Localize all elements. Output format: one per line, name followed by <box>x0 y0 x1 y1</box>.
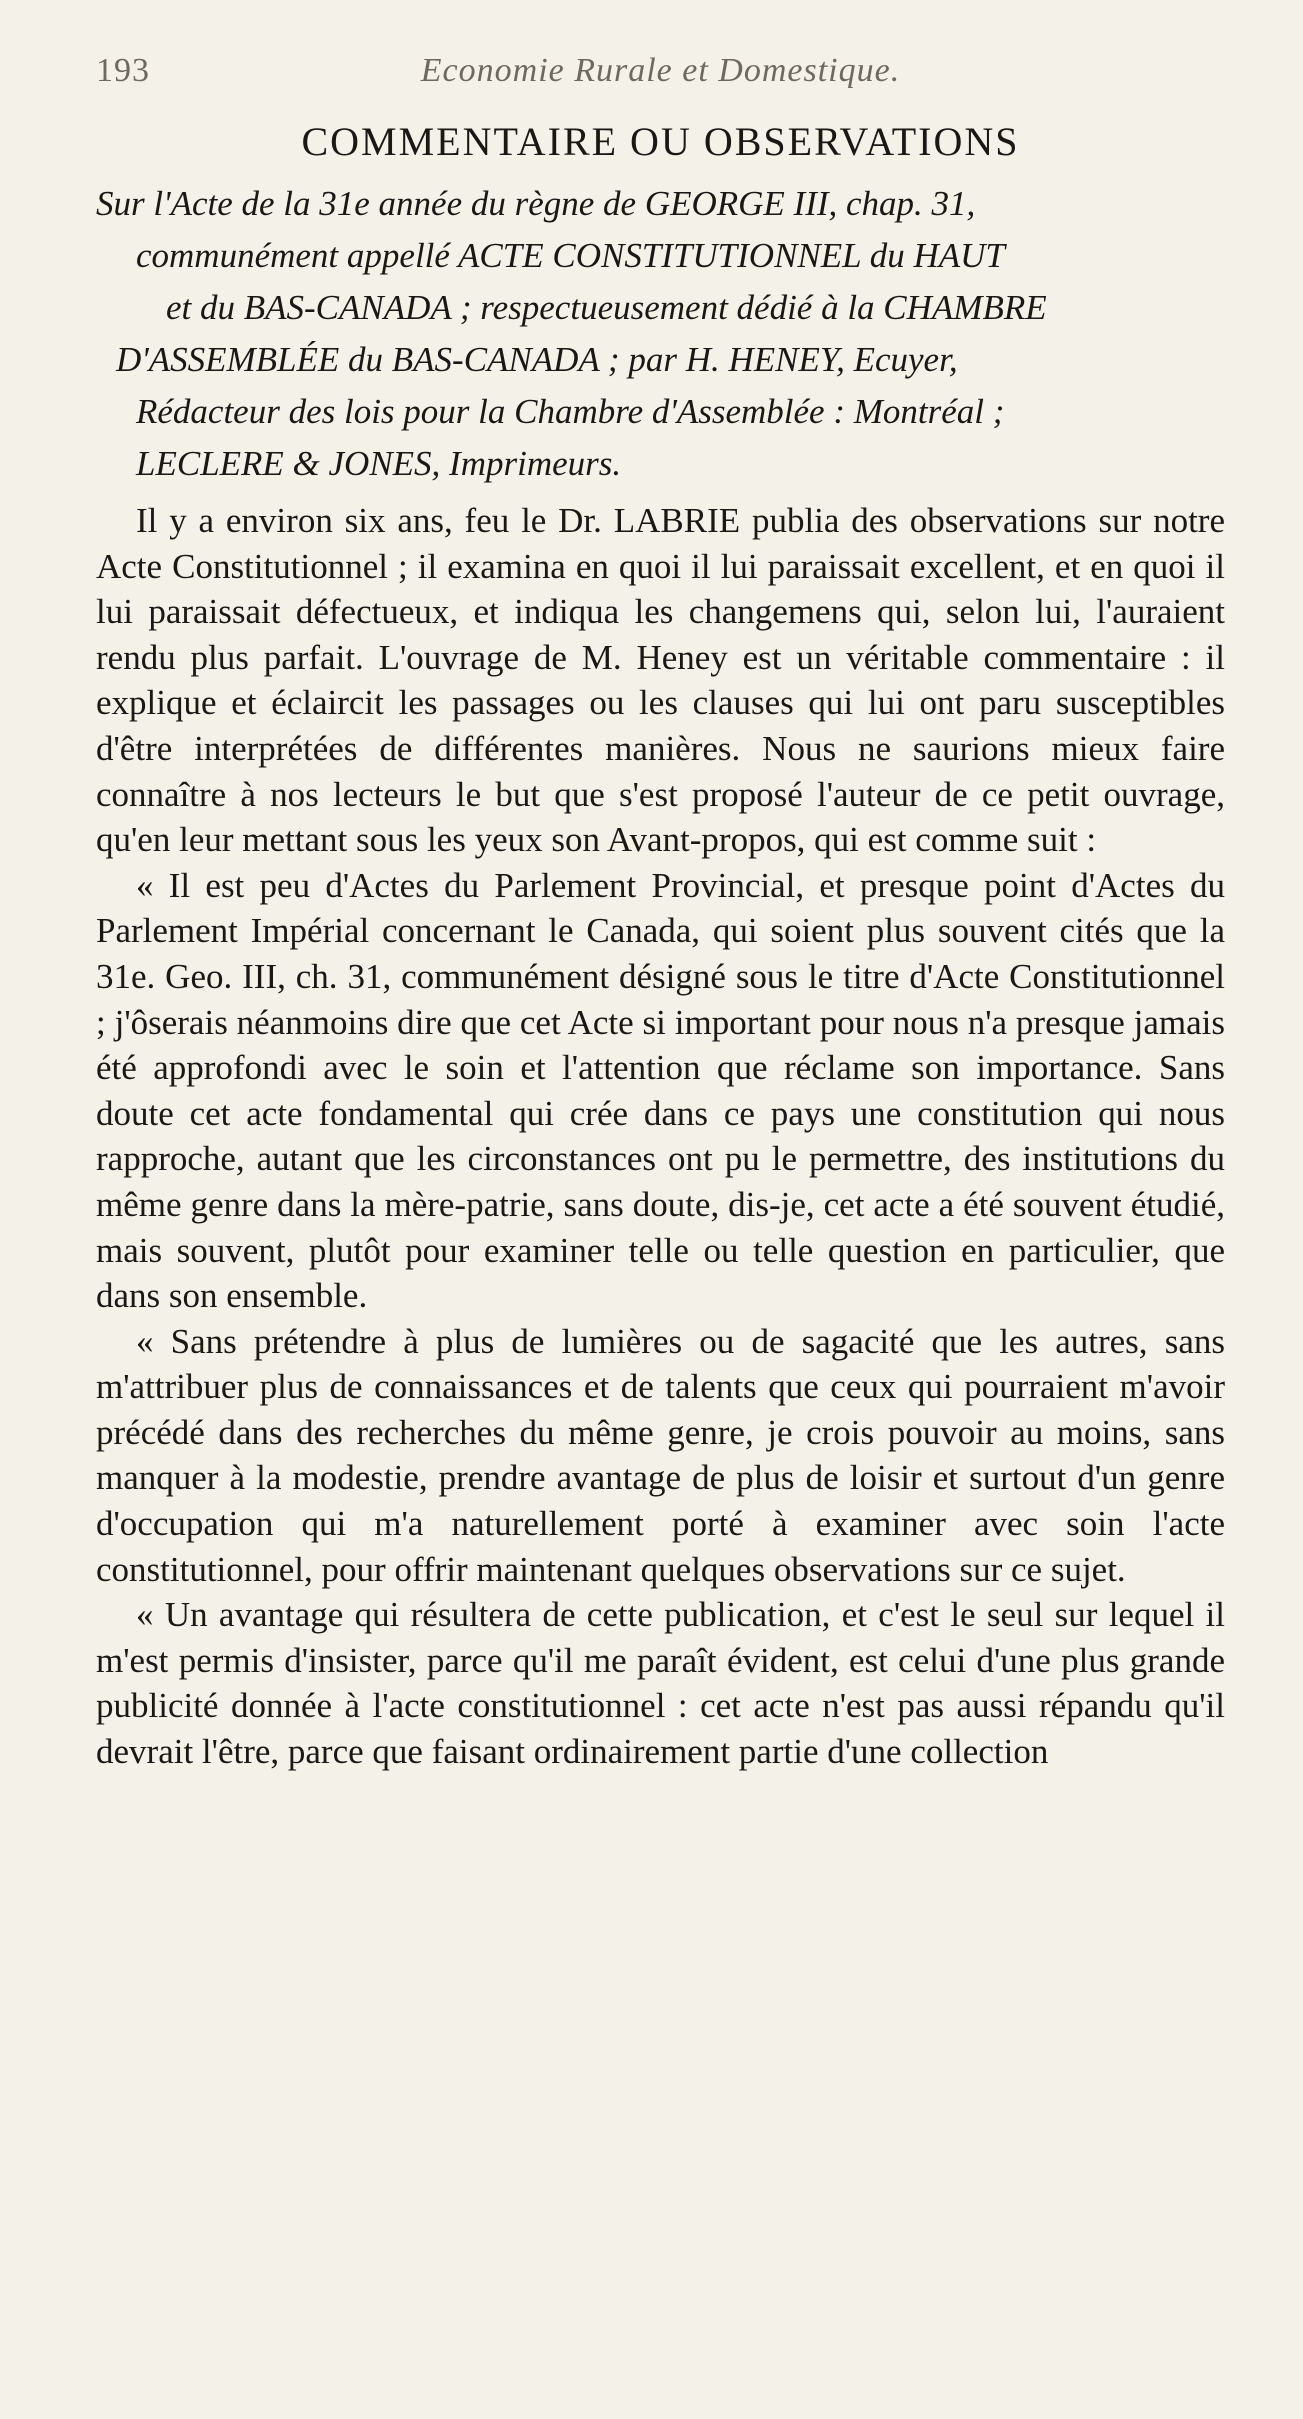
citation-line: et du BAS-CANADA ; respectueusement dédié à la CHAMBRE <box>166 288 1047 327</box>
citation-block <box>96 178 1225 490</box>
citation-line: Rédacteur des lois pour la Chambre d'Assemblée : Montréal ; <box>136 392 1005 431</box>
section-title: COMMENTAIRE OU OBSERVATIONS <box>301 119 1020 164</box>
citation-line: communément appellé ACTE CONSTITUTIONNEL du HAUT <box>136 236 1005 275</box>
paragraph-2: « Il est peu d'Actes du Parlement Provincial, et presque point d'Actes du Parlement Impérial concernant le Canada, qui soient plus souvent cités que la 31e. Geo. III, ch. 31, communément désigné sous le titre d'Acte Constitutionnel ; j'ôserais néanmoins dire que cet Acte si important pour nous n'a presque jamais été approfondi avec le soin et l'attention que réclame son importance. Sans doute cet acte fondamental qui crée dans ce pays une constitution qui nous rapproche, autant que les circonstances ont pu le permettre, des institutions du même genre dans la mère-patrie, sans doute, dis-je, cet acte a été souvent étudié, mais souvent, plutôt pour examiner telle ou telle question en particulier, que dans son ensemble. <box>96 865 1225 1316</box>
body-text <box>96 498 1225 1775</box>
paragraph-4: « Un avantage qui résultera de cette publication, et c'est le seul sur lequel il m'est permis d'insister, parce qu'il me paraît évident, est celui d'une plus grande publicité donnée à l'acte constitutionnel : cet acte n'est pas aussi répandu qu'il devrait l'être, parce que faisant ordinairement partie d'une collection <box>96 1595 1225 1772</box>
page-number: 193 <box>96 52 150 89</box>
running-head <box>96 52 1225 104</box>
citation-line: D'ASSEMBLÉE du BAS-CANADA ; par H. HENEY, Ecuyer, <box>116 340 958 379</box>
citation-line: LECLERE & JONES, Imprimeurs. <box>136 444 622 483</box>
paragraph-3: « Sans prétendre à plus de lumières ou de sagacité que les autres, sans m'attribuer plus de connaissances et de talents que ceux qui pourraient m'avoir précédé dans des recherches du même genre, je crois pouvoir au moins, sans manquer à la modestie, prendre avantage de plus de loisir et surtout d'un genre d'occupation qui m'a naturellement porté à examiner avec soin l'acte constitutionnel, pour offrir maintenant quelques observations sur ce sujet. <box>96 1321 1225 1589</box>
running-head-title: Economie Rurale et Domestique. <box>420 52 901 89</box>
paragraph-1: Il y a environ six ans, feu le Dr. LABRIE publia des observations sur notre Acte Constitutionnel ; il examina en quoi il lui paraissait excellent, et en quoi il lui paraissait défectueux, et indiqua les changemens qui, selon lui, l'auraient rendu plus parfait. L'ouvrage de M. Heney est un véritable commentaire : il explique et éclaircit les passages ou les clauses qui lui ont paru susceptibles d'être interprétées de différentes manières. Nous ne saurions mieux faire connaître à nos lecteurs le but que s'est proposé l'auteur de ce petit ouvrage, qu'en leur mettant sous les yeux son Avant-propos, qui est comme suit : <box>96 501 1225 860</box>
citation-line: Sur l'Acte de la 31e année du règne de GEORGE III, chap. 31, <box>96 184 976 223</box>
